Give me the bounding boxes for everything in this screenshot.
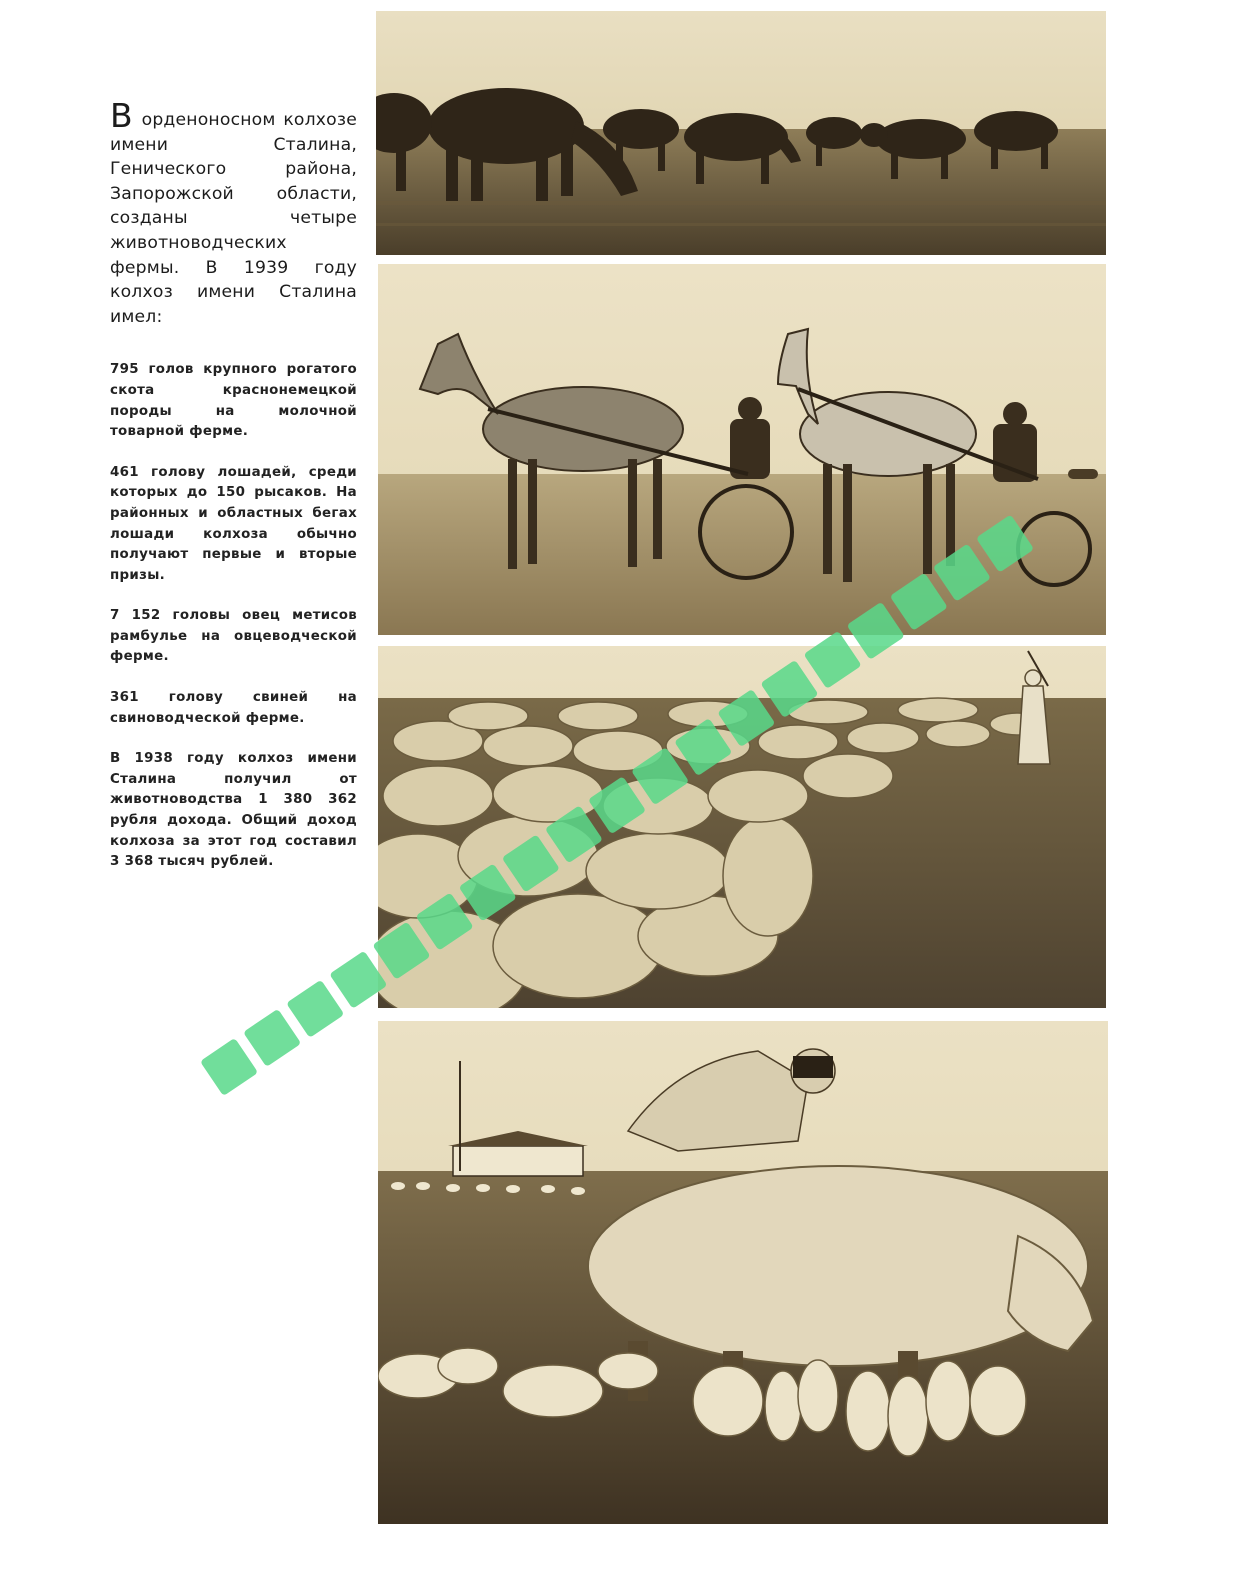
- fact-cattle: 795 голов крупного рогатого скота краснонемецкой породы на молочной товарной ферме.: [110, 362, 357, 440]
- photo-cattle-herd: [376, 11, 1106, 255]
- article-text-column: [110, 96, 357, 893]
- photo-sow-piglets: [378, 1021, 1108, 1524]
- dropcap-letter: В: [110, 96, 133, 135]
- fact-sheep: 7 152 головы овец метисов рамбулье на овцеводческой ферме.: [110, 608, 357, 665]
- fact-horses: 461 голову лошадей, среди которых до 150 рысаков. На районных и областных бегах лошади колхоза обычно получают первые и вторые призы.: [110, 464, 357, 583]
- photo-sheep-flock: [378, 646, 1106, 1008]
- fact-pigs: 361 голову свиней на свиноводческой ферме.: [110, 690, 357, 726]
- article-lead-paragraph: [110, 96, 357, 329]
- lead-text: орденоносном колхозе имени Сталина, Генического района, Запорожской области, созданы четыре животноводческих фермы. В 1939 году колхоз имени Сталина имел:: [110, 110, 357, 327]
- fact-income: В 1938 году колхоз имени Сталина получил от животноводства 1 380 362 рубля дохода. Общий доход колхоза за этот год составил 3 368 тысяч рублей.: [110, 751, 357, 870]
- photo-trotters: [378, 264, 1106, 635]
